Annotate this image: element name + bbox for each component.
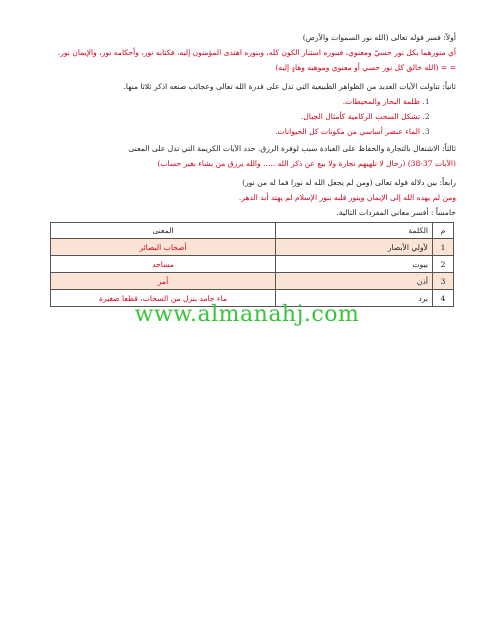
row-num: 4 — [433, 290, 454, 307]
row-meaning: أمر — [51, 273, 276, 290]
row-num: 1 — [433, 239, 454, 256]
list-item: 1. ظلمة البحار والمحيطات. — [28, 94, 420, 109]
q2-answer-list — [28, 94, 456, 139]
row-num: 3 — [433, 273, 454, 290]
q2-question: ثانياً: تناولت الآيات العديد من الظواهر الطبيعية التي تدل على قدرة الله تعالى وعجائب صنعه اذكر ثلاثا منها. — [123, 82, 456, 91]
q1-question: أولاً: فسر قوله تعالى (الله نور السموات والأرض) — [302, 33, 456, 42]
q1-answer-line2: = = (الله خالق كل نور حسي أو معنوي وموهبه وهادٍ إليه) — [275, 63, 456, 72]
table-row — [51, 273, 454, 290]
q3-answer: (الآيات 37-38) (رجال لا تلهيهم تجارة ولا بيع عن ذكر الله ..... والله يرزق من يشاء بغير حساب) — [157, 159, 456, 168]
table-row — [51, 256, 454, 273]
row-word: لأولي الأبصار — [276, 239, 433, 256]
q5-question: خامساً : أفسر معاني المفردات التالية. — [336, 208, 456, 217]
row-meaning: مساجد — [51, 256, 276, 273]
watermark-text: www.almanahj.com — [134, 302, 360, 327]
list-item: 3. الماء عنصر أساسي من مكونات كل الحيوانات. — [28, 124, 420, 139]
table-header-row — [51, 223, 454, 239]
q1-answer-line1: أي منورهما بكل نور حسيّ ومعنوي، فبنوره استنار الكون كله، وبنوره اهتدى المؤمنون إليه، فكتابه نور، وأحكامه نور، والإيمان نور. — [57, 48, 456, 57]
vocabulary-table — [50, 222, 454, 307]
row-meaning: ماء جامد ينزل من السحاب، قطعا صغيرة — [51, 290, 276, 307]
list-item: 2. تشكل السحب الركامية كأمثال الجبال. — [28, 109, 420, 124]
header-word: الكلمة — [276, 223, 433, 239]
q3-question: ثالثاً: الاشتغال بالتجارة والحفاظ على العبادة سبب لوفرة الرزق. حدد الآيات الكريمة التي تدل على المعنى — [128, 144, 456, 153]
q4-answer: ومن لم يهده الله إلى الإيمان وينور قلبه بنور الإسلام لم يهتد أبد الدهر. — [238, 193, 456, 202]
table-row — [51, 239, 454, 256]
row-meaning: أصحاب البصائر — [51, 239, 276, 256]
row-word: أذن — [276, 273, 433, 290]
row-word: برد — [276, 290, 433, 307]
header-meaning: المعنى — [51, 223, 276, 239]
header-num: م — [433, 223, 454, 239]
row-num: 2 — [433, 256, 454, 273]
row-word: بيوت — [276, 256, 433, 273]
q4-question: رابعاً: بين دلالة قوله تعالى (ومن لم يجعل الله له نورا فما له من نور) — [242, 178, 456, 187]
